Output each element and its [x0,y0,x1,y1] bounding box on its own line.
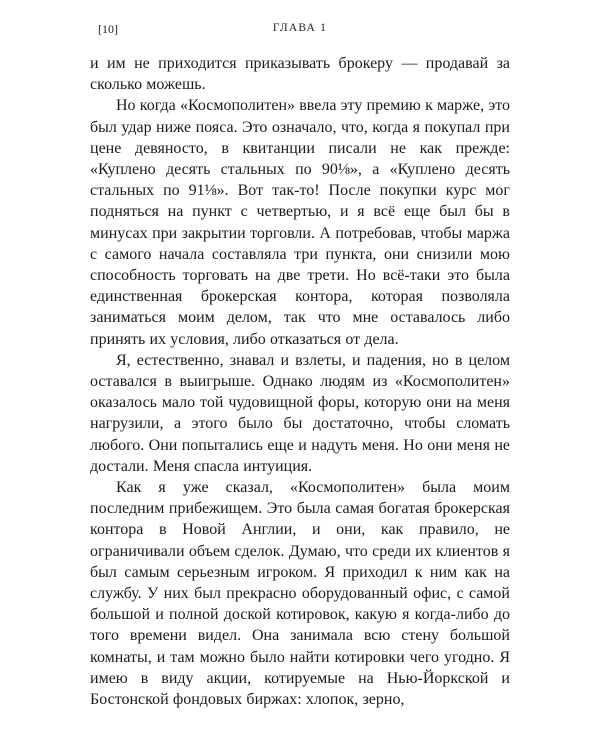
paragraph: Но когда «Космополитен» ввела эту премию к марже, это был удар ниже пояса. Это означало, что, когда я покупал при цене девяносто, в квитанции писали не как прежде: «Куплено десять стальных по 90⅛», а «Куплено десять стальных по 91⅛». Вот так-то! После покупки курс мог подняться на пункт с четвертью, и я всё еще был бы в минусах при закрытии торговли. А потребовав, чтобы маржа с самого начала составляла три пункта, они снизили мою способность торговать на две трети. Но всё-таки это была единственная брокерская контора, которая позволяла заниматься моим делом, так что мне оставалось либо принять их условия, либо отказаться от дела. [90,97,510,348]
paragraph: и им не приходится приказывать брокеру — продавай за сколько можешь. [90,55,510,94]
paragraph: Как я уже сказал, «Космополитен» была моим последним прибежищем. Это была самая богатая брокерская контора в Новой Англии, и они, как правило, не ограничивали объем сделок. Думаю, что среди их клиентов я был самым серьезным игроком. Я приходил к ним как на службу. У них был прекрасно оборудованный офис, с самой большой и полной доской котировок, какую я когда-либо до того времени видел. Она занимала всю стену большой комнаты, и там можно было найти котировки чего угодно. Я имею в виду акции, котируемые на Нью-Йоркской и Бостонской фондовых биржах: хлопок, зерно, [90,479,510,709]
running-header [90,21,510,37]
paragraph: Я, естественно, знавал и взлеты, и падения, но в целом оставался в выигрыше. Однако людям из «Космополитен» оказалось мало той чудовищной форы, которую они на меня нагрузили, а этого было бы достаточно, чтобы сломать любого. Они попытались еще и надуть меня. Но они меня не достали. Меня спасла интуиция. [90,351,510,475]
text-column [90,0,510,710]
chapter-title: ГЛАВА 1 [272,22,328,34]
page-number: [10] [98,22,118,36]
body-text [90,53,510,710]
